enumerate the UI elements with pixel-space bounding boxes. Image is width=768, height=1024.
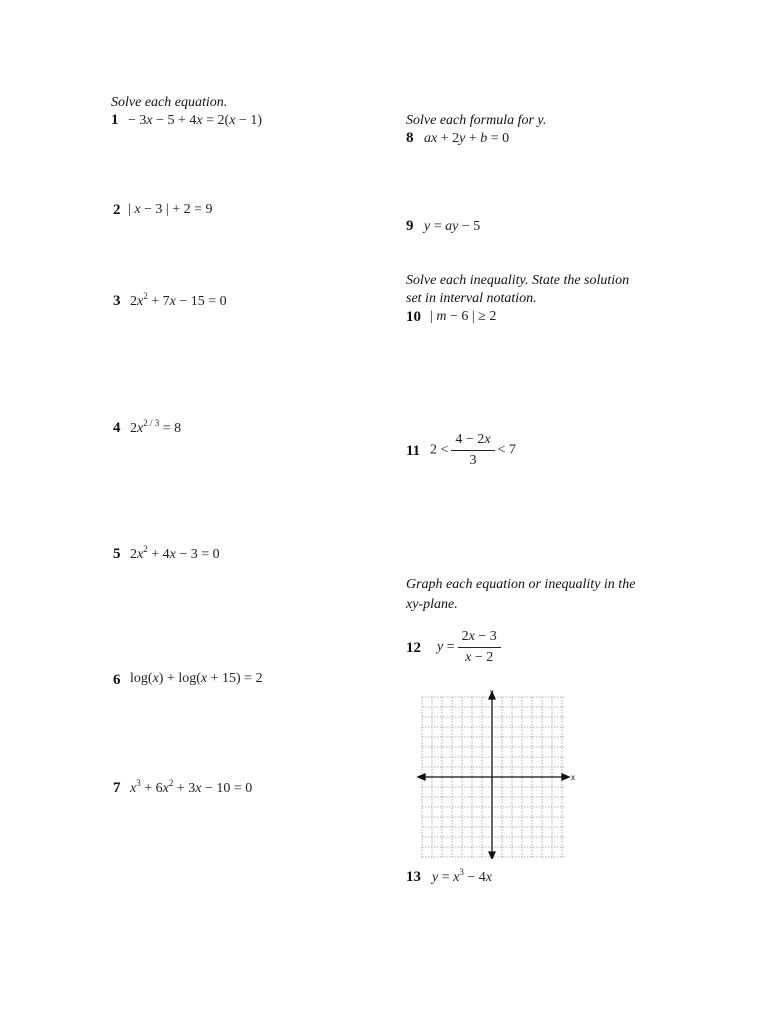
left-instruction: Solve each equation. xyxy=(111,95,228,110)
problem-12-numerator: 2x − 3 xyxy=(458,629,501,648)
x-axis-label: x xyxy=(571,773,575,782)
problem-10-number: 10 xyxy=(406,309,421,325)
problem-4-equation: $2x^{2 / 3} = 8$ xyxy=(130,418,182,436)
problem-4-number: 4 xyxy=(113,420,121,436)
problem-7-number: 7 xyxy=(113,780,121,796)
problem-12-equation: y = $\frac{2x - 3}{x - 2}$ xyxy=(437,629,504,666)
coordinate-grid xyxy=(416,689,578,859)
problem-7-equation: $x^3 + 6x^2 + 3x - 10 = 0$ xyxy=(130,778,253,796)
problem-13-number: 13 xyxy=(406,869,421,885)
problem-1-number: 1 xyxy=(111,112,119,128)
problem-8-number: 8 xyxy=(406,130,414,146)
problem-5-number: 5 xyxy=(113,546,121,562)
problem-11-right: < 7 xyxy=(497,442,516,458)
inequality-instruction-line1: Solve each inequality. State the solution xyxy=(406,273,630,288)
problem-6-number: 6 xyxy=(113,672,121,688)
x-axis xyxy=(418,774,569,780)
problem-11-left: 2 < xyxy=(430,442,449,458)
problem-11-denominator: 3 xyxy=(469,453,477,468)
problem-12-denominator: x − 2 xyxy=(465,650,494,665)
problem-2-number: 2 xyxy=(113,202,121,218)
problem-8-equation: ax + 2y + b = 0 xyxy=(424,131,510,146)
problem-9-equation: y = ay − 5 xyxy=(424,219,481,234)
problem-5-equation: $2x^2 + 4x - 3 = 0$ xyxy=(130,544,220,562)
problem-13-equation: $y = x^3 - 4x$ xyxy=(432,867,492,885)
problem-9-number: 9 xyxy=(406,218,414,234)
problem-3-equation: $2x^2 + 7x - 15 = 0$ xyxy=(130,291,227,309)
inequality-instruction-line2: set in interval notation. xyxy=(406,291,537,306)
problem-12-number: 12 xyxy=(406,640,421,656)
problem-3-number: 3 xyxy=(113,293,121,309)
y-axis-label: y xyxy=(490,689,494,696)
problem-11-inequality xyxy=(430,432,516,469)
problem-10-equation: | m − 6 | ≥ 2 xyxy=(430,309,497,324)
graph-instruction-line1: Graph each equation or inequality in the xyxy=(406,577,636,592)
problem-2-equation: | x − 3 | + 2 = 9 xyxy=(128,202,213,217)
problem-12-fraction xyxy=(458,629,501,666)
problem-11-numerator: 4 − 2x xyxy=(451,432,494,451)
problem-6-equation: log(x) + log(x + 15) = 2 xyxy=(130,671,263,686)
graph-instruction-line2: xy-plane. xyxy=(406,597,458,612)
problem-1-equation: − 3x − 5 + 4x = 2(x − 1) xyxy=(128,113,262,128)
problem-11-number: 11 xyxy=(406,443,421,459)
problem-11-fraction xyxy=(451,432,494,469)
formula-instruction: Solve each formula for y. xyxy=(406,113,547,128)
